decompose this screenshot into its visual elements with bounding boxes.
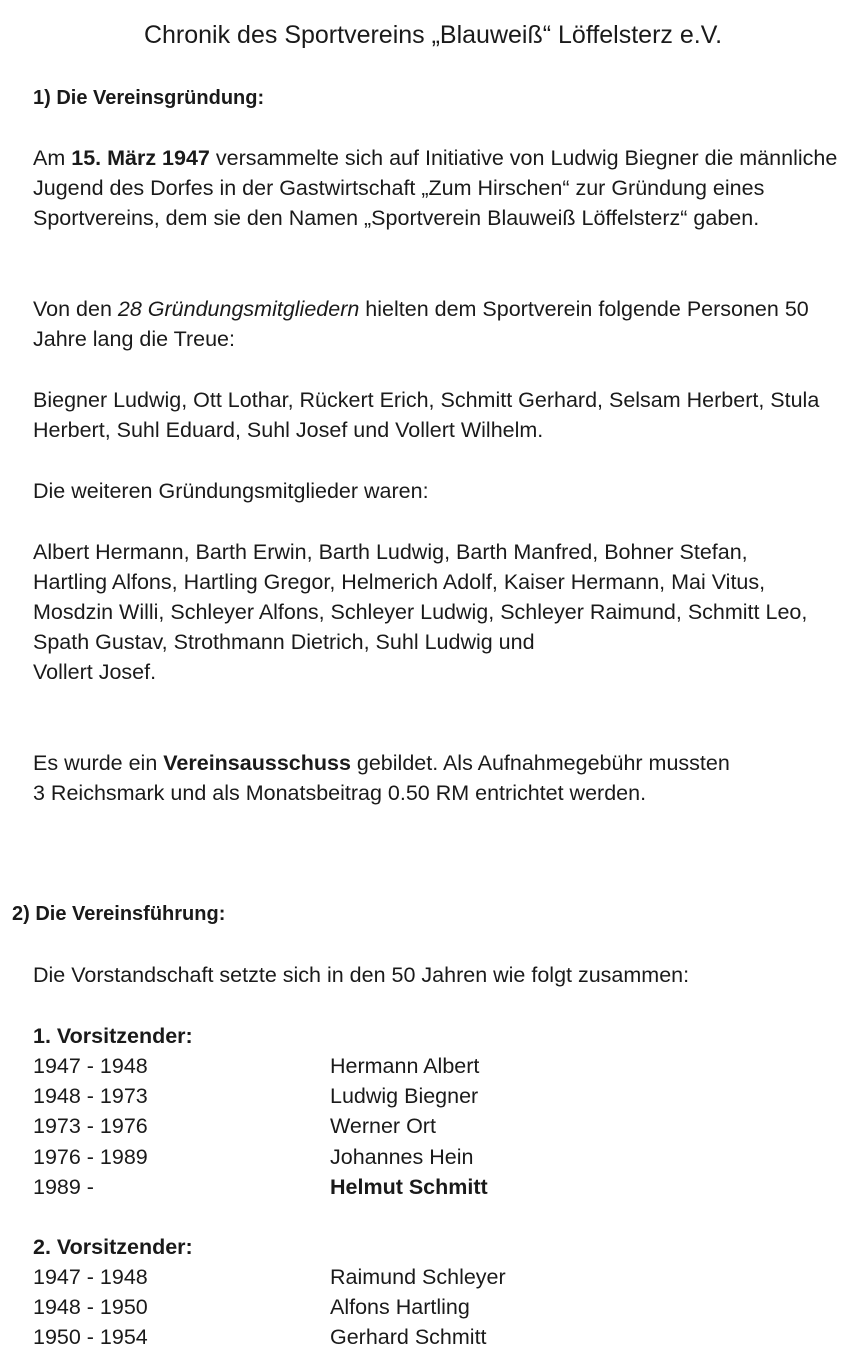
table-row (33, 1111, 833, 1141)
term-years: 1948 - 1973 (33, 1084, 148, 1108)
chair-name: Werner Ort (330, 1114, 436, 1138)
p2-text-post: hielten dem Sportverein folgende Personen 50 Jahre lang die Treue: (33, 297, 809, 351)
term-years: 1973 - 1976 (33, 1114, 148, 1138)
p1-text-post: versammelte sich auf Initiative von Ludwig Biegner die männliche Jugend des Dorfes in der Gastwirtschaft „Zum Hirschen“ zur Gründung eines Sportvereins, dem sie den Namen „Sportverein Blauweiß Löffelsterz“ gaben. (33, 146, 838, 230)
loyal-members-list: Biegner Ludwig, Ott Lothar, Rückert Erich, Schmitt Gerhard, Selsam Herbert, Stula Herbert, Suhl Eduard, Suhl Josef und Vollert Wilhelm. (33, 388, 820, 442)
term-years: 1947 - 1948 (33, 1054, 148, 1078)
p2-text-pre: Von den (33, 297, 118, 321)
table-row (33, 1081, 833, 1111)
committee-term: Vereinsausschuss (163, 751, 351, 775)
section-2-heading: 2) Die Vereinsführung: (12, 903, 226, 925)
table-row (33, 1051, 833, 1081)
other-members-last: Vollert Josef. (33, 660, 157, 684)
p1-text-pre: Am (33, 146, 72, 170)
chair-name: Ludwig Biegner (330, 1084, 479, 1108)
chair-name: Gerhard Schmitt (330, 1325, 487, 1349)
board-intro: Die Vorstandschaft setzte sich in den 50 Jahren wie folgt zusammen: (33, 963, 690, 987)
chair-name: Alfons Hartling (330, 1295, 470, 1319)
term-years: 1947 - 1948 (33, 1265, 148, 1289)
current-chair-name: Helmut Schmitt (330, 1175, 488, 1199)
table-row (33, 1262, 833, 1292)
chair-name: Johannes Hein (330, 1145, 474, 1169)
table-row (33, 1172, 833, 1202)
term-years: 1989 - (33, 1175, 94, 1199)
term-years: 1950 - 1954 (33, 1325, 148, 1349)
chair-name: Raimund Schleyer (330, 1265, 506, 1289)
other-members-list (33, 537, 823, 687)
founding-members-count: 28 Gründungsmitgliedern (117, 297, 360, 321)
founding-paragraph (33, 143, 843, 233)
chair2-label: 2. Vorsitzender: (33, 1235, 193, 1259)
members-loyalty-paragraph (33, 294, 833, 354)
founding-date: 15. März 1947 (71, 146, 210, 170)
term-years: 1948 - 1950 (33, 1295, 148, 1319)
term-years: 1976 - 1989 (33, 1145, 148, 1169)
table-row (33, 1292, 833, 1322)
document-title: Chronik des Sportvereins „Blauweiß“ Löffelsterz e.V. (143, 21, 723, 49)
table-row (33, 1142, 833, 1172)
section-1-heading: 1) Die Vereinsgründung: (33, 87, 265, 109)
p6-text-post: gebildet. Als Aufnahmegebühr mussten (350, 751, 730, 775)
chair1-label: 1. Vorsitzender: (33, 1024, 193, 1048)
chair-name: Hermann Albert (330, 1054, 480, 1078)
fees-line: 3 Reichsmark und als Monatsbeitrag 0.50 RM entrichtet werden. (33, 781, 647, 805)
committee-paragraph (33, 748, 813, 808)
other-members-intro: Die weiteren Gründungsmitglieder waren: (33, 479, 429, 503)
p6-text-pre: Es wurde ein (33, 751, 164, 775)
other-members-names: Albert Hermann, Barth Erwin, Barth Ludwig, Barth Manfred, Bohner Stefan, Hartling Alfons, Hartling Gregor, Helmerich Adolf, Kaiser Hermann, Mai Vitus, Mosdzin Willi, Schleyer Alfons, Schleyer Ludwig, Schleyer Raimund, Schmitt Leo, Spath Gustav, Strothmann Dietrich, Suhl Ludwig und (33, 540, 808, 654)
table-row (33, 1322, 833, 1352)
